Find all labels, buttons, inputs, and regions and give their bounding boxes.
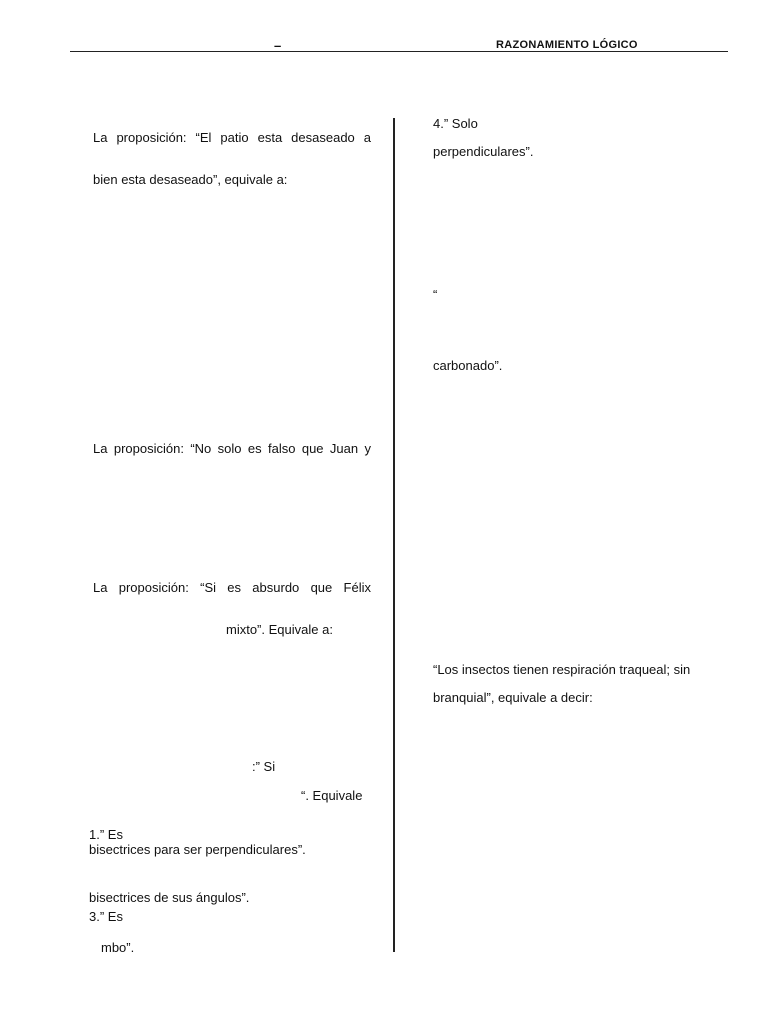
- column-divider: [393, 118, 395, 952]
- option-4-line-2: perpendiculares”.: [433, 144, 534, 159]
- question-5-end: carbonado”.: [433, 358, 503, 373]
- option-2-line-2: bisectrices de sus ángulos”.: [89, 890, 250, 905]
- option-3-line-2: mbo”.: [101, 940, 135, 955]
- header-rule: [70, 51, 728, 52]
- header-dash: –: [274, 38, 282, 53]
- option-1-line-1: 1.” Es: [89, 827, 123, 842]
- option-3-line-1: 3.” Es: [89, 909, 123, 924]
- question-2-line-1: La proposición: “No solo es falso que Juan y: [93, 441, 371, 456]
- option-4-line-1: 4.” Solo: [433, 116, 478, 131]
- question-6-line-2: branquial”, equivale a decir:: [433, 690, 593, 705]
- question-1-line-1: La proposición: “El patio esta desaseado a: [93, 130, 371, 145]
- header-title: RAZONAMIENTO LÓGICO: [496, 39, 638, 51]
- option-1-line-2: bisectrices para ser perpendiculares”.: [89, 842, 306, 857]
- question-4-fragment-1: :” Si: [252, 759, 276, 774]
- question-3-line-2: mixto”. Equivale a:: [226, 622, 333, 637]
- question-1-line-2: bien esta desaseado”, equivale a:: [93, 172, 288, 187]
- question-3-line-1: La proposición: “Si es absurdo que Félix: [93, 580, 371, 595]
- question-5-open-quote: “: [433, 287, 438, 302]
- question-4-fragment-2: “. Equivale: [301, 788, 363, 803]
- question-6-line-1: “Los insectos tienen respiración traqueal; sin: [433, 662, 691, 677]
